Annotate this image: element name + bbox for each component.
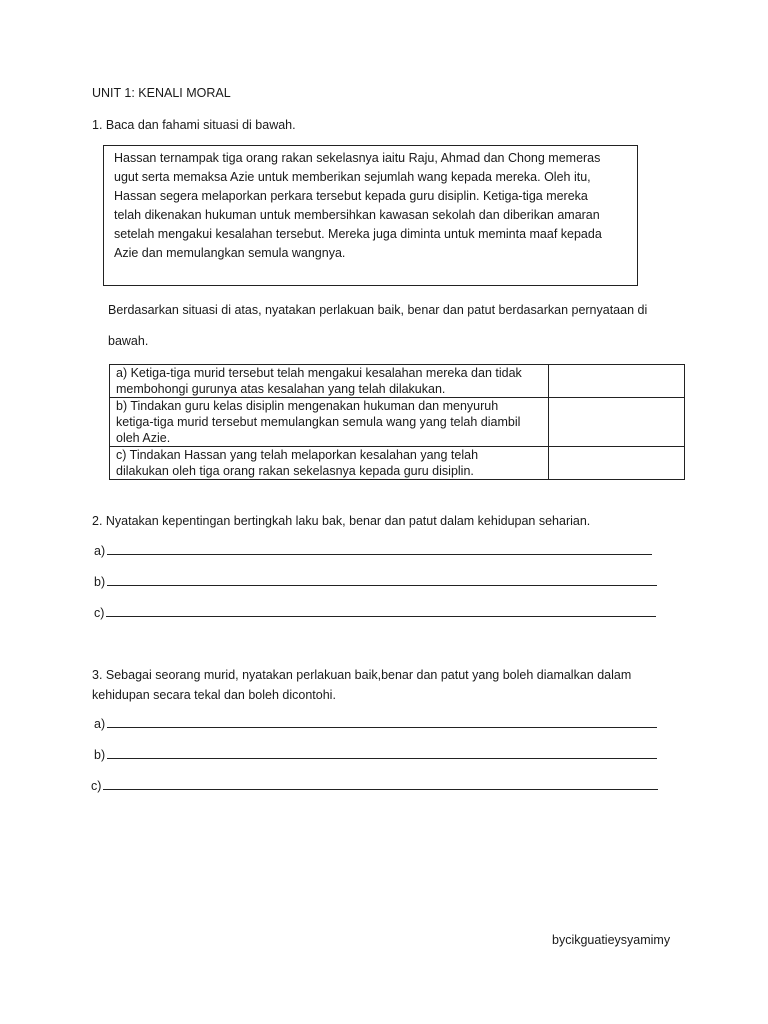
answer-line-3a[interactable] (94, 717, 657, 731)
question-3-prompt-cont: kehidupan secara tekal dan boleh dicontohi. (92, 688, 336, 702)
answer-label: a) (94, 717, 106, 731)
answer-label: a) (94, 544, 106, 558)
question-1-prompt: 1. Baca dan fahami situasi di bawah. (92, 118, 296, 132)
situation-line: Hassan ternampak tiga orang rakan sekelasnya iaitu Raju, Ahmad dan Chong memeras (114, 151, 601, 165)
statement-table (109, 364, 685, 480)
answer-line-2b[interactable] (94, 575, 657, 589)
answer-label: b) (94, 575, 106, 589)
question-3-prompt: 3. Sebagai seorang murid, nyatakan perlakuan baik,benar dan patut yang boleh diamalkan dalam (92, 668, 632, 682)
situation-line: setelah mengakui kesalahan tersebut. Mereka juga diminta untuk meminta maaf kepada (114, 227, 602, 241)
statement-cell (110, 447, 549, 480)
statement-text: dilakukan oleh tiga orang rakan sekelasnya kepada guru disiplin. (116, 464, 474, 478)
answer-underline[interactable] (107, 758, 657, 759)
question-1-instruction-cont: bawah. (108, 334, 149, 348)
statement-cell (110, 365, 549, 398)
statement-text: ketiga-tiga murid tersebut memulangkan semula wang yang telah diambil (116, 415, 521, 429)
unit-title: UNIT 1: KENALI MORAL (92, 86, 231, 100)
statement-text: oleh Azie. (116, 431, 171, 445)
answer-line-3c[interactable] (91, 779, 658, 793)
situation-line: telah dikenakan hukuman untuk membersihkan kawasan sekolah dan diberikan amaran (114, 208, 600, 222)
statement-text: b) Tindakan guru kelas disiplin mengenakan hukuman dan menyuruh (116, 399, 499, 413)
table-row (110, 365, 685, 398)
situation-line: Azie dan memulangkan semula wangnya. (114, 246, 346, 260)
situation-line: Hassan segera melaporkan perkara tersebut kepada guru disiplin. Ketiga-tiga mereka (114, 189, 588, 203)
answer-label: c) (94, 606, 105, 620)
question-2-prompt: 2. Nyatakan kepentingan bertingkah laku bak, benar dan patut dalam kehidupan seharian. (92, 514, 591, 528)
answer-underline[interactable] (107, 554, 652, 555)
statement-text: c) Tindakan Hassan yang telah melaporkan kesalahan yang telah (116, 448, 479, 462)
situation-box (103, 145, 638, 286)
answer-underline[interactable] (106, 616, 656, 617)
question-1-instruction: Berdasarkan situasi di atas, nyatakan perlakuan baik, benar dan patut berdasarkan pernyataan di (108, 303, 648, 317)
answer-underline[interactable] (107, 585, 657, 586)
answer-cell[interactable] (548, 398, 684, 447)
answer-line-2a[interactable] (94, 544, 652, 558)
footer-credit: bycikguatieysyamimy (552, 933, 671, 947)
answer-cell[interactable] (548, 365, 684, 398)
table-row (110, 398, 685, 447)
answer-label: c) (91, 779, 102, 793)
situation-line: ugut serta memaksa Azie untuk memberikan sejumlah wang kepada mereka. Oleh itu, (114, 170, 591, 184)
answer-underline[interactable] (103, 789, 658, 790)
answer-label: b) (94, 748, 106, 762)
table-row (110, 447, 685, 480)
answer-line-2c[interactable] (94, 606, 656, 620)
statement-cell (110, 398, 549, 447)
statement-text: a) Ketiga-tiga murid tersebut telah mengakui kesalahan mereka dan tidak (116, 366, 522, 380)
answer-underline[interactable] (107, 727, 657, 728)
statement-text: membohongi gurunya atas kesalahan yang telah dilakukan. (116, 382, 446, 396)
answer-cell[interactable] (548, 447, 684, 480)
answer-line-3b[interactable] (94, 748, 657, 762)
